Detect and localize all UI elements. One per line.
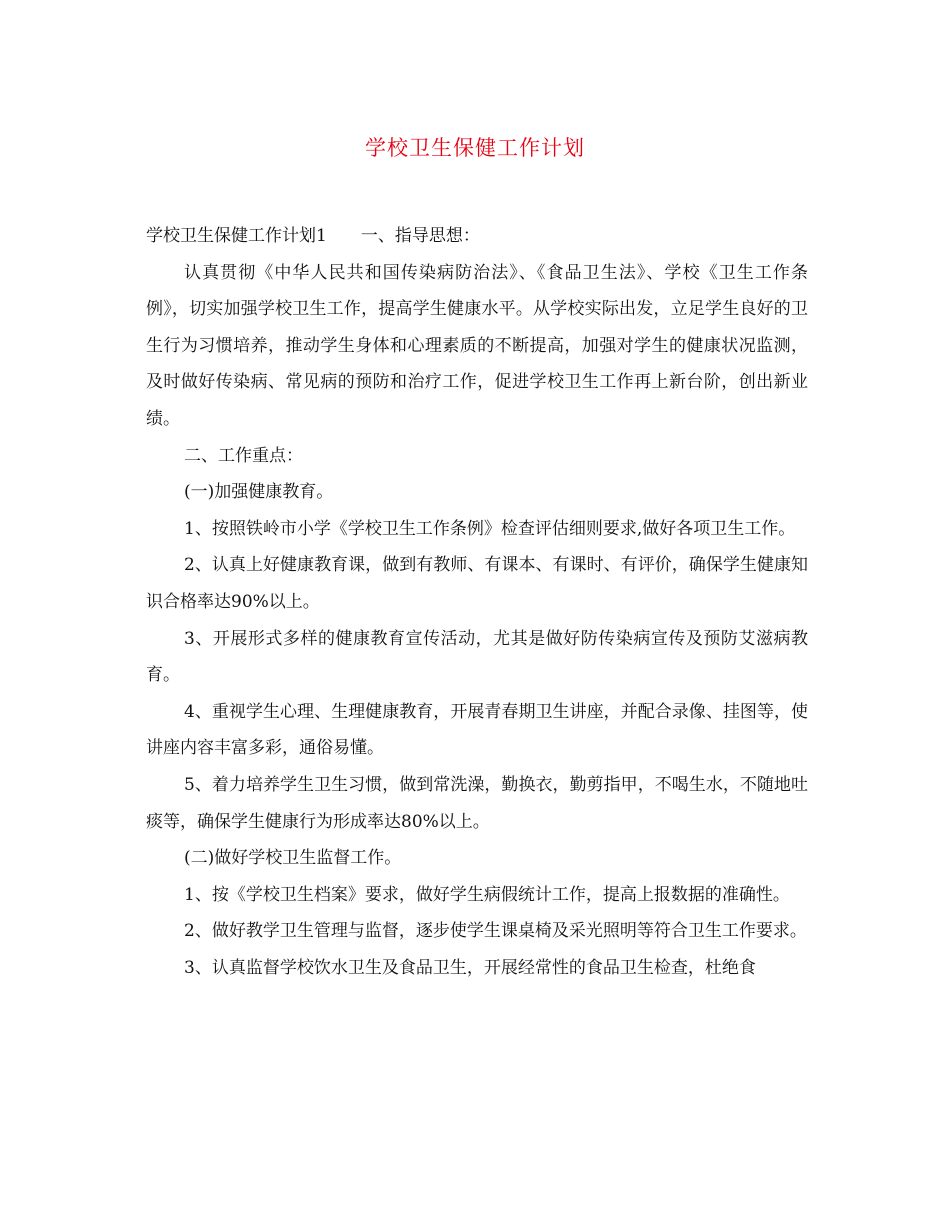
list-item: 1、按照铁岭市小学《学校卫生工作条例》检查评估细则要求,做好各项卫生工作。 <box>184 518 796 539</box>
list-item: 2、认真上好健康教育课，做到有教师、有课本、有课时、有评价，确保学生健康知识合格率达90%以上。 <box>146 555 808 612</box>
list-item: 3、开展形式多样的健康教育宣传活动，尤其是做好防传染病宣传及预防艾滋病教育。 <box>146 628 808 686</box>
list-item: 5、着力培养学生卫生习惯，做到常洗澡，勤换衣，勤剪指甲，不喝生水，不随地吐痰等，确保学生健康行为形成率达80%以上。 <box>146 774 808 832</box>
paragraph-guiding-ideology: 认真贯彻《中华人民共和国传染病防治法》、《食品卫生法》、学校《卫生工作条例》，切实加强学校卫生工作，提高学生健康水平。从学校实际出发，立足学生良好的卫生行为习惯培养，推动学生身体和心理素质的不断提高，加强对学生的健康状况监测，及时做好传染病、常见病的预防和治疗工作，促进学校卫生工作再上新台阶，创出新业绩。 <box>146 262 808 429</box>
document-title: 学校卫生保健工作计划 <box>365 136 585 160</box>
subsection-heading-health-supervision: (二)做好学校卫生监督工作。 <box>184 848 402 869</box>
list-item: 2、做好教学卫生管理与监督，逐步使学生课桌椅及采光照明等符合卫生工作要求。 <box>184 921 807 942</box>
subsection-heading-health-education: (一)加强健康教育。 <box>184 482 334 503</box>
document-body <box>146 218 808 986</box>
list-item: 3、认真监督学校饮水卫生及食品卫生，开展经常性的食品卫生检查，杜绝食 <box>184 957 756 978</box>
list-item: 4、重视学生心理、生理健康教育，开展青春期卫生讲座，并配合录像、挂图等，使讲座内容丰富多彩，通俗易懂。 <box>146 701 808 759</box>
list-item: 1、按《学校卫生档案》要求，做好学生病假统计工作，提高上报数据的准确性。 <box>184 884 790 905</box>
intro-heading: 学校卫生保健工作计划1 <box>146 226 327 246</box>
intro-line <box>146 218 808 255</box>
section-heading-work-focus: 二、工作重点： <box>184 445 303 466</box>
section-heading-guiding-ideology: 一、指导思想： <box>360 226 480 246</box>
